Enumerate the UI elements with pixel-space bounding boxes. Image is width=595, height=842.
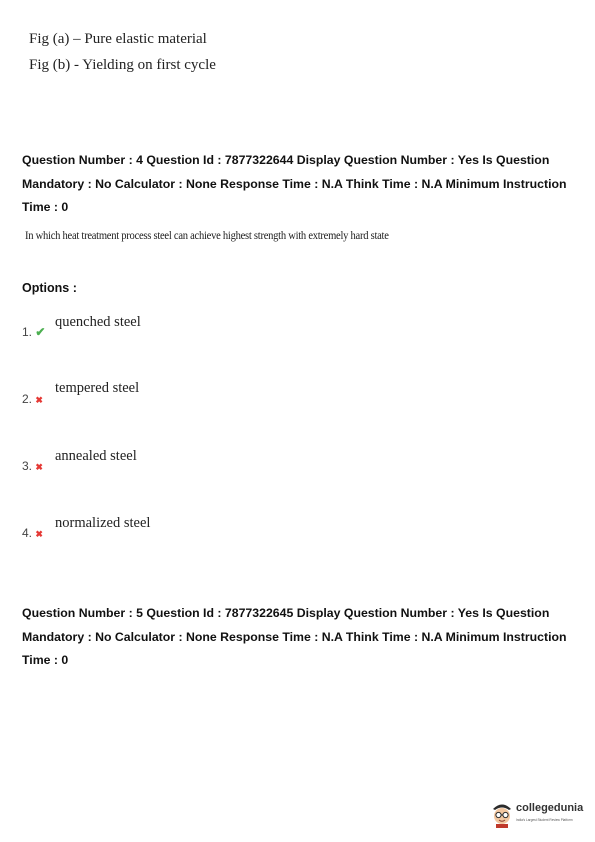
option-4-number: 4. ✖	[22, 526, 43, 540]
student-face-icon	[490, 800, 514, 828]
wrong-cross-icon: ✖	[35, 395, 43, 405]
question-4-text: In which heat treatment process steel can achieve highest strength with extremely hard state	[25, 228, 389, 242]
question-5-meta: Question Number : 5 Question Id : 7877322645 Display Question Number : Yes Is Question Mandatory : No Calculator : None Response Time : N.A Think Time : N.A Minimum Instruction Time : 0	[22, 606, 567, 667]
correct-check-icon: ✔	[35, 325, 46, 339]
option-3-text: annealed steel	[55, 448, 137, 464]
question-4-meta: Question Number : 4 Question Id : 7877322644 Display Question Number : Yes Is Question Mandatory : No Calculator : None Response Time : N.A Think Time : N.A Minimum Instruction Time : 0	[22, 153, 567, 214]
option-4-text: normalized steel	[55, 515, 151, 531]
wrong-cross-icon: ✖	[35, 529, 43, 539]
collegedunia-logo	[490, 800, 590, 832]
option-1-text: quenched steel	[55, 314, 141, 330]
wrong-cross-icon: ✖	[35, 462, 43, 472]
option-2-text: tempered steel	[55, 380, 140, 396]
options-label: Options :	[22, 281, 77, 295]
figure-caption-b: Fig (b) - Yielding on first cycle	[29, 57, 216, 73]
option-3-number: 3. ✖	[22, 459, 43, 473]
option-2-number: 2. ✖	[22, 392, 43, 406]
option-1-number: 1. ✔	[22, 325, 46, 339]
logo-wordmark: collegedunia	[516, 802, 584, 814]
figure-caption-a: Fig (a) – Pure elastic material	[29, 31, 207, 47]
logo-tagline: India's Largest Student Review Platform	[516, 818, 573, 822]
